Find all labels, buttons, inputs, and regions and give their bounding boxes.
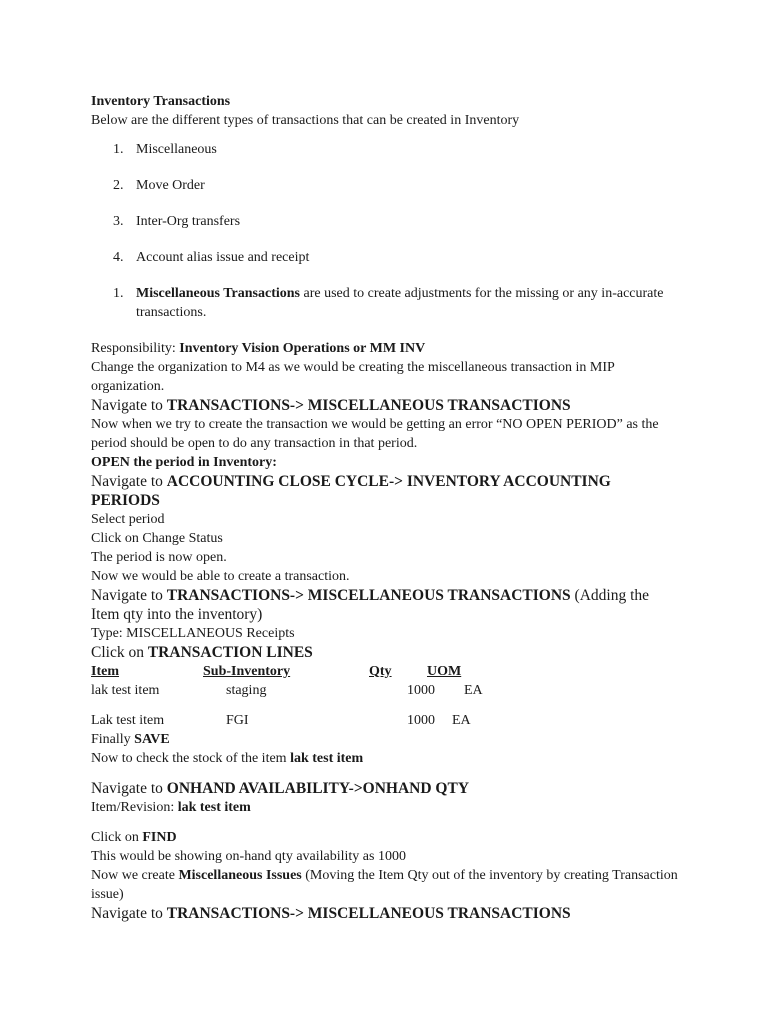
period-open-text: The period is now open. (91, 550, 227, 565)
select-period-text: Select period (91, 512, 165, 527)
header-qty: Qty (369, 664, 392, 679)
list-item: 2. Move Order (113, 178, 205, 193)
check-stock-line: Now to check the stock of the item lak test item (91, 751, 364, 766)
table-row: lak test item staging 1000 EA (91, 683, 483, 698)
navigate-accounting-line: Navigate to ACCOUNTING CLOSE CYCLE-> INVENTORY ACCOUNTING PERIODS (91, 473, 611, 509)
finally-save-line: Finally SAVE (91, 732, 170, 747)
list-item: 1. Miscellaneous (113, 142, 217, 157)
navigate-misc-line: Navigate to TRANSACTIONS-> MISCELLANEOUS TRANSACTIONS (91, 397, 571, 414)
able-create-text: Now we would be able to create a transaction. (91, 569, 350, 584)
change-status-text: Click on Change Status (91, 531, 223, 546)
table-row: Lak test item FGI 1000 EA (91, 713, 471, 728)
doc-title: Inventory Transactions (91, 94, 231, 109)
header-item: Item (91, 664, 119, 679)
navigate-misc-final-line: Navigate to TRANSACTIONS-> MISCELLANEOUS TRANSACTIONS (91, 905, 571, 922)
open-period-heading: OPEN the period in Inventory: (91, 455, 277, 470)
misc-issues-line: Now we create Miscellaneous Issues (Moving the Item Qty out of the inventory by creating Transaction issue) (91, 868, 678, 902)
header-sub-inventory: Sub-Inventory (203, 664, 291, 679)
transaction-types-list (91, 140, 681, 267)
responsibility-line: Responsibility: Inventory Vision Operations or MM INV (91, 341, 426, 356)
error-text: Now when we try to create the transaction we would be getting an error “NO OPEN PERIOD” as the period should be open to do any transaction in that period. (91, 417, 659, 451)
type-line: Type: MISCELLANEOUS Receipts (91, 626, 295, 641)
transaction-lines-line: Click on TRANSACTION LINES (91, 644, 313, 661)
document-page (91, 92, 681, 923)
list-item: 4. Account alias issue and receipt (113, 250, 310, 265)
header-uom: UOM (427, 664, 462, 679)
navigate-onhand-line: Navigate to ONHAND AVAILABILITY->ONHAND QTY (91, 780, 470, 797)
misc-transactions-item: 1. Miscellaneous Transactions are used to create adjustments for the missing or any in-accurate transactions. (113, 286, 664, 320)
click-find-line: Click on FIND (91, 830, 177, 845)
list-item: 3. Inter-Org transfers (113, 214, 241, 229)
table-header (91, 662, 681, 681)
intro-text: Below are the different types of transactions that can be created in Inventory (91, 113, 520, 128)
showing-text: This would be showing on-hand qty availability as 1000 (91, 849, 406, 864)
navigate-misc-adding-line: Navigate to TRANSACTIONS-> MISCELLANEOUS TRANSACTIONS (Adding the Item qty into the inventory) (91, 587, 650, 623)
change-org-text: Change the organization to M4 as we would be creating the miscellaneous transaction in MIP organization. (91, 360, 615, 394)
item-revision-line: Item/Revision: lak test item (91, 800, 251, 815)
